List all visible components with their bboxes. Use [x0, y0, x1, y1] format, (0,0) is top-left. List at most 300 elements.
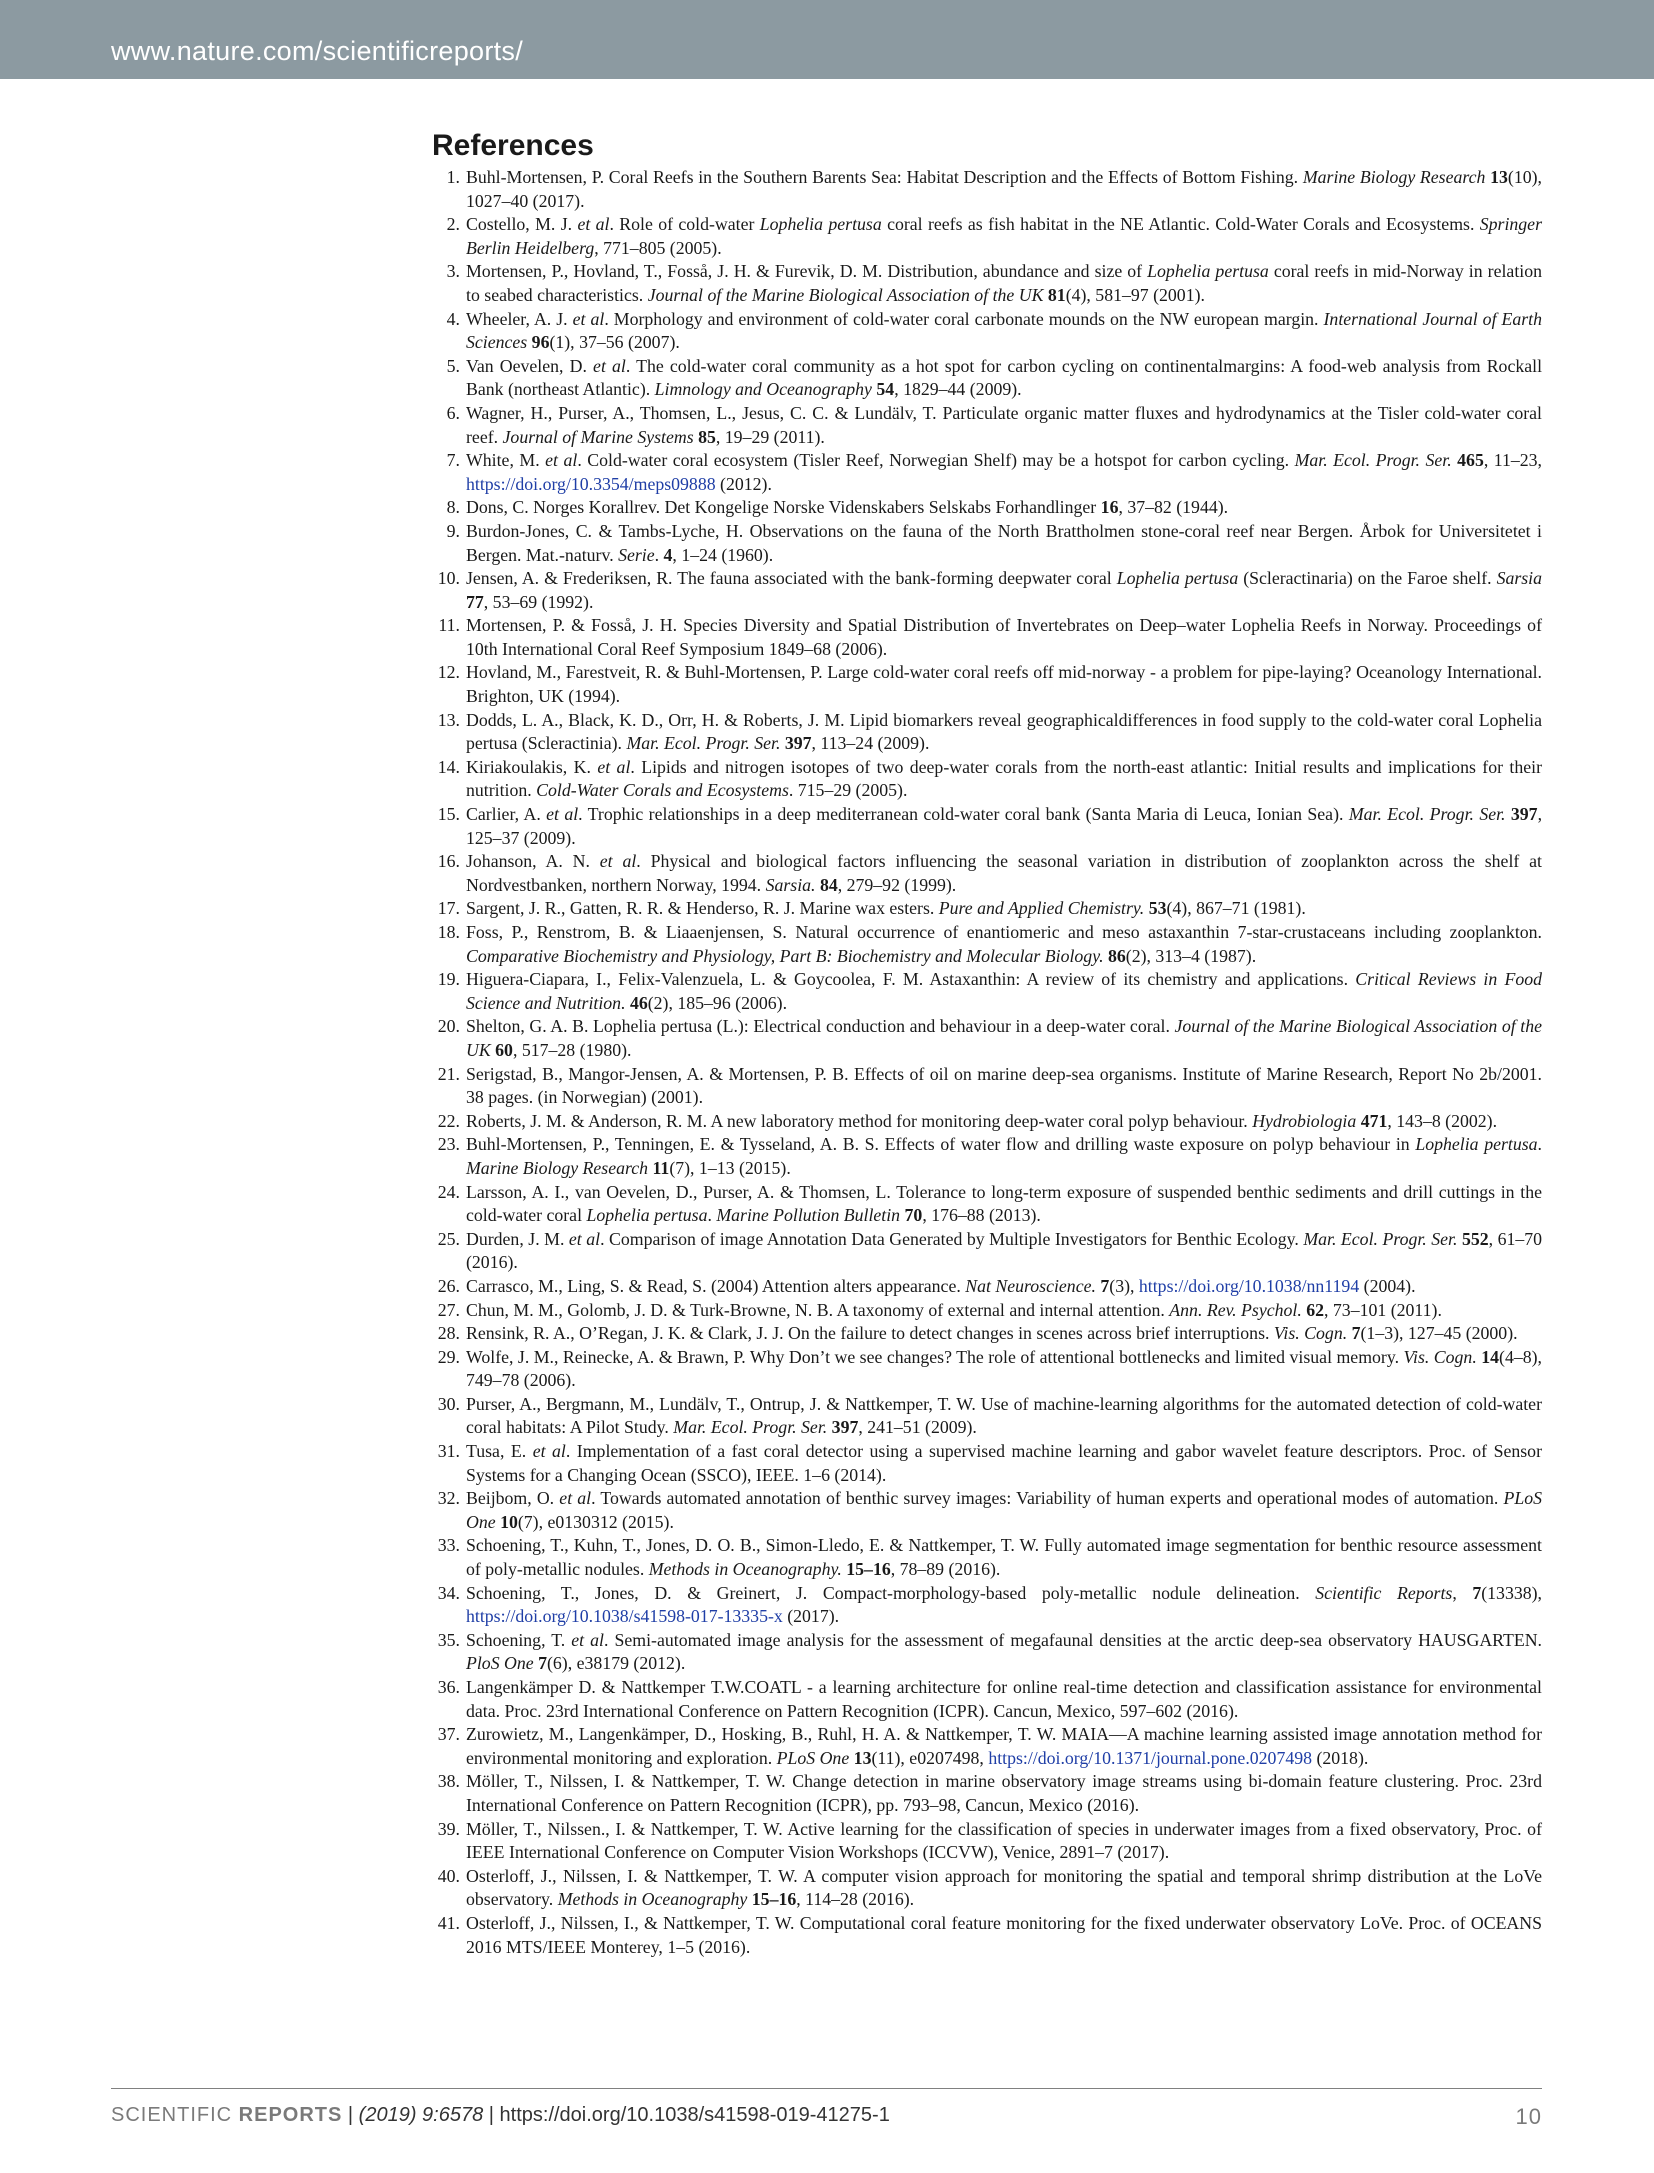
- text-segment: Higuera-Ciapara, I., Felix-Valenzuela, L. & Goycoolea, F. M. Astaxanthin: A review of its chemistry and applications.: [466, 969, 1356, 990]
- reference-item: [432, 709, 1542, 756]
- italic-text: Mar. Ecol. Progr. Ser.: [626, 733, 781, 754]
- text-segment: . Towards automated annotation of benthic survey images: Variability of human experts and operational modes of automation.: [591, 1488, 1504, 1509]
- italic-text: Sarsia: [1496, 568, 1543, 589]
- reference-item: [432, 850, 1542, 897]
- reference-item: [432, 1440, 1542, 1487]
- reference-item: [432, 1912, 1542, 1959]
- italic-text: PloS One: [466, 1653, 534, 1674]
- text-segment: . The cold-water coral community as a hot spot for carbon cycling on continentalmargins: A food-web analysis from Rockall Bank (northeast Atlantic).: [466, 355, 1543, 400]
- text-segment: , 771–805 (2005).: [594, 237, 722, 258]
- reference-item: [432, 260, 1542, 307]
- text-segment: Schoening, T., Kuhn, T., Jones, D. O. B., Simon-Lledo, E. & Nattkemper, T. W. Fully automated image segmentation for benthic resource assessment of poly-metallic nodules.: [466, 1535, 1542, 1580]
- reference-text: [466, 450, 1542, 494]
- text-segment: Buhl-Mortensen, P., Tenningen, E. & Tysseland, A. B. S. Effects of water flow and drilling waste exposure on polyp behaviour in: [466, 1134, 1416, 1155]
- reference-item: [432, 614, 1542, 661]
- italic-text: Sarsia.: [765, 874, 816, 895]
- references-section: [432, 126, 1542, 1959]
- reference-item: [432, 803, 1542, 850]
- reference-number: 10.: [437, 568, 460, 589]
- reference-number: 22.: [437, 1110, 460, 1131]
- reference-item: [432, 897, 1542, 921]
- reference-number: 7.: [446, 450, 460, 471]
- reference-text: [466, 757, 1542, 801]
- italic-text: Hydrobiologia: [1252, 1110, 1357, 1131]
- text-segment: Costello, M. J.: [466, 214, 578, 235]
- reference-number: 13.: [437, 709, 460, 730]
- text-segment: , 19–29 (2011).: [715, 426, 825, 447]
- reference-text: [466, 1064, 1542, 1108]
- text-segment: Purser, A., Bergmann, M., Lundälv, T., Ontrup, J. & Nattkemper, T. W. Use of machine-learning algorithms for the automated detection of cold-water coral habitats: A Pilot Study.: [466, 1393, 1542, 1438]
- volume-number: 77: [466, 591, 484, 612]
- reference-text: [466, 497, 1228, 517]
- reference-text: [466, 261, 1542, 305]
- text-segment: (3),: [1109, 1275, 1139, 1296]
- volume-number: 15–16: [846, 1559, 891, 1580]
- reference-text: [466, 167, 1542, 211]
- reference-text: [466, 1182, 1542, 1226]
- reference-item: [432, 1228, 1542, 1275]
- text-segment: (2012).: [715, 473, 772, 494]
- reference-text: [466, 1535, 1542, 1579]
- text-segment: . Implementation of a fast coral detector using a supervised machine learning and gabor wavelet feature descriptors. Proc. of Sensor Systems for a Changing Ocean (SSCO), IEEE. 1–6 (2014).: [466, 1441, 1542, 1485]
- italic-text: Springer Berlin Heidelberg: [466, 214, 1542, 258]
- footer-doi[interactable]: https://doi.org/10.1038/s41598-019-41275-1: [499, 2104, 890, 2126]
- volume-number: 552: [1461, 1228, 1489, 1249]
- italic-text: Journal of the Marine Biological Association of the UK: [466, 1016, 1542, 1060]
- footer-separator-2: |: [483, 2104, 500, 2126]
- reference-item: [432, 166, 1542, 213]
- volume-number: 397: [1510, 804, 1538, 825]
- italic-text: Critical Reviews in Food Science and Nutrition.: [466, 969, 1542, 1013]
- text-segment: Sargent, J. R., Gatten, R. R. & Henderso, R. J. Marine wax esters.: [466, 898, 939, 919]
- text-segment: , 78–89 (2016).: [890, 1559, 1001, 1580]
- text-segment: , 517–28 (1980).: [512, 1039, 632, 1060]
- reference-number: 16.: [437, 851, 460, 872]
- reference-item: [432, 1487, 1542, 1534]
- reference-item: [432, 355, 1542, 402]
- volume-number: 10: [500, 1511, 518, 1532]
- reference-item: [432, 661, 1542, 708]
- italic-text: Marine Biology Research: [1302, 167, 1486, 187]
- text-segment: Beijbom, O.: [466, 1488, 560, 1509]
- text-segment: Chun, M. M., Golomb, J. D. & Turk-Browne, N. B. A taxonomy of external and internal attention.: [466, 1299, 1170, 1320]
- text-segment: .: [707, 1205, 717, 1226]
- text-segment: . Semi-automated image analysis for the assessment of megafaunal densities at the arctic deep-sea observatory HAUSGARTEN.: [604, 1629, 1542, 1650]
- volume-number: 14: [1481, 1346, 1500, 1367]
- reference-item: [432, 1865, 1542, 1912]
- text-segment: (7), e0130312 (2015).: [517, 1511, 674, 1532]
- text-segment: . Role of cold-water: [609, 214, 760, 235]
- text-segment: Carrasco, M., Ling, S. & Read, S. (2004) Attention alters appearance.: [466, 1275, 966, 1296]
- volume-number: 81: [1047, 284, 1066, 305]
- text-segment: . Trophic relationships in a deep mediterranean cold-water coral bank (Santa Maria di Leuca, Ionian Sea).: [578, 804, 1349, 825]
- text-segment: (13338),: [1481, 1582, 1542, 1603]
- italic-text: Journal of Marine Systems: [502, 426, 694, 447]
- doi-link[interactable]: https://doi.org/10.1038/s41598-017-13335-x: [466, 1606, 783, 1627]
- italic-text: Mar. Ecol. Progr. Ser.: [1348, 804, 1506, 825]
- italic-text: et al: [545, 450, 578, 471]
- text-segment: . Cold-water coral ecosystem (Tisler Reef, Norwegian Shelf) may be a hotspot for carbon cycling.: [577, 450, 1295, 471]
- page-footer: [111, 2104, 1542, 2134]
- text-segment: Möller, T., Nilssen., I. & Nattkemper, T. W. Active learning for the classification of species in underwater images from a fixed observatory, Proc. of IEEE International Conference on Computer Vision Workshops (ICCVW), Venice, 2891–7 (2017).: [466, 1818, 1542, 1863]
- text-segment: Foss, P., Renstrom, B. & Liaaenjensen, S. Natural occurrence of enantiomeric and meso astaxanthin 7-star-crustaceans including zooplankton.: [466, 922, 1542, 942]
- italic-text: et al: [559, 1488, 592, 1509]
- text-segment: (2017).: [782, 1606, 840, 1627]
- italic-text: PLoS One: [776, 1747, 850, 1768]
- text-segment: Shelton, G. A. B. Lophelia pertusa (L.): Electrical conduction and behaviour in a deep-water coral.: [466, 1016, 1175, 1037]
- text-segment: Wolfe, J. M., Reinecke, A. & Brawn, P. Why Don’t we see changes? The role of attentional bottlenecks and limited visual memory.: [466, 1346, 1404, 1367]
- italic-text: Scientific Reports: [1315, 1582, 1453, 1603]
- italic-text: Lophelia pertusa: [586, 1205, 708, 1226]
- italic-text: et al: [546, 804, 579, 825]
- reference-item: [432, 756, 1542, 803]
- reference-text: [466, 403, 1542, 447]
- italic-text: et al: [593, 355, 626, 376]
- volume-number: 15–16: [751, 1889, 797, 1910]
- volume-number: 7: [1100, 1275, 1110, 1296]
- reference-text: [466, 1229, 1542, 1273]
- reference-text: [466, 615, 1542, 659]
- journal-name: SCIENTIFIC REPORTS: [111, 2104, 343, 2126]
- text-segment: Rensink, R. A., O’Regan, J. K. & Clark, J. J. On the failure to detect changes in scenes across brief interruptions.: [466, 1323, 1274, 1344]
- reference-number: 25.: [437, 1228, 460, 1249]
- reference-text: [466, 1724, 1542, 1768]
- italic-text: International Journal of Earth Sciences: [466, 308, 1543, 353]
- reference-text: [466, 1866, 1542, 1910]
- italic-text: Lophelia pertusa: [759, 214, 882, 235]
- text-segment: , 241–51 (2009).: [858, 1417, 977, 1438]
- italic-text: Methods in Oceanography: [557, 1889, 748, 1910]
- italic-text: Mar. Ecol. Progr. Ser.: [673, 1417, 828, 1438]
- text-segment: Larsson, A. I., van Oevelen, D., Purser, A. & Thomsen, L. Tolerance to long-term exposure of suspended benthic sediments and drill cuttings in the cold-water coral: [466, 1181, 1542, 1226]
- reference-item: [432, 1322, 1542, 1346]
- italic-text: Limnology and Oceanography: [654, 379, 872, 400]
- text-segment: . Physical and biological factors influencing the seasonal variation in distribution of zooplankton across the shelf at Nordvestbanken, northern Norway, 1994.: [466, 851, 1542, 895]
- doi-link[interactable]: https://doi.org/10.1038/nn1194: [1138, 1275, 1360, 1296]
- italic-text: Journal of the Marine Biological Association of the UK: [647, 284, 1044, 305]
- reference-number: 4.: [446, 308, 460, 329]
- reference-number: 23.: [437, 1134, 460, 1155]
- reference-text: [466, 1771, 1542, 1815]
- reference-item: [432, 1393, 1542, 1440]
- volume-number: 7: [538, 1653, 547, 1674]
- reference-text: [466, 568, 1542, 612]
- text-segment: Kiriakoulakis, K.: [466, 756, 598, 777]
- reference-text: [466, 1583, 1542, 1627]
- reference-number: 6.: [446, 402, 460, 423]
- volume-number: 13: [853, 1747, 872, 1768]
- reference-item: [432, 1133, 1542, 1180]
- text-segment: , 279–92 (1999).: [837, 874, 957, 895]
- text-segment: Schoening, T.: [466, 1629, 572, 1650]
- reference-number: 9.: [446, 520, 460, 541]
- text-segment: Schoening, T., Jones, D. & Greinert, J. Compact-morphology-based poly-metallic nodule delineation.: [466, 1582, 1316, 1603]
- italic-text: et al: [577, 214, 610, 235]
- reference-number: 8.: [446, 497, 460, 518]
- volume-number: 16: [1100, 497, 1119, 518]
- italic-text: PLoS One: [466, 1488, 1543, 1532]
- reference-item: [432, 1629, 1542, 1676]
- reference-item: [432, 1582, 1542, 1629]
- reference-text: [466, 898, 1306, 918]
- italic-text: Lophelia pertusa: [1147, 261, 1269, 282]
- reference-text: [466, 1323, 1518, 1343]
- text-segment: , 1–24 (1960).: [672, 544, 774, 565]
- italic-text: Serie: [618, 544, 655, 565]
- italic-text: et al: [597, 756, 631, 777]
- reference-text: [466, 309, 1542, 353]
- italic-text: Comparative Biochemistry and Physiology, Part B: Biochemistry and Molecular Biology.: [466, 945, 1104, 966]
- doi-link[interactable]: https://doi.org/10.3354/meps09888: [466, 473, 716, 494]
- text-segment: Carlier, A.: [466, 804, 547, 825]
- reference-text: [466, 521, 1542, 565]
- text-segment: (4–8), 749–78 (2006).: [466, 1346, 1542, 1391]
- italic-text: Vis. Cogn.: [1273, 1323, 1348, 1344]
- reference-number: 28.: [437, 1323, 460, 1344]
- italic-text: et al: [532, 1441, 566, 1462]
- reference-item: [432, 1110, 1542, 1134]
- text-segment: (1), 37–56 (2007).: [549, 332, 680, 353]
- reference-item: [432, 1299, 1542, 1323]
- reference-item: [432, 1015, 1542, 1062]
- reference-number: 30.: [437, 1393, 460, 1414]
- section-title: References: [432, 129, 594, 162]
- reference-number: 34.: [437, 1582, 460, 1603]
- text-segment: Serigstad, B., Mangor-Jensen, A. & Mortensen, P. B. Effects of oil on marine deep-sea organisms. Institute of Marine Research, Report No 2b/2001. 38 pages. (in Norwegian) (2001).: [466, 1063, 1542, 1108]
- volume-number: 397: [831, 1417, 859, 1438]
- text-segment: , 113–24 (2009).: [811, 733, 930, 754]
- top-header-bar: [0, 0, 1654, 79]
- volume-number: 465: [1457, 450, 1484, 471]
- volume-number: 85: [698, 426, 716, 447]
- reference-number: 20.: [437, 1016, 460, 1037]
- text-segment: coral reefs in mid-Norway in relation to seabed characteristics.: [466, 261, 1542, 305]
- reference-text: [466, 1134, 1542, 1178]
- reference-number: 12.: [437, 662, 460, 683]
- reference-text: [466, 922, 1542, 966]
- reference-number: 18.: [437, 922, 460, 942]
- text-segment: , 53–69 (1992).: [483, 591, 594, 612]
- reference-item: [432, 449, 1542, 496]
- text-segment: . Lipids and nitrogen isotopes of two deep-water corals from the north-east atlantic: Initial results and implications for their nutrition.: [466, 756, 1542, 801]
- text-segment: Durden, J. M.: [466, 1228, 569, 1249]
- italic-text: Marine Biology Research: [466, 1157, 649, 1178]
- text-segment: (2), 313–4 (1987).: [1125, 945, 1257, 966]
- text-segment: (2), 185–96 (2006).: [647, 992, 788, 1013]
- reference-number: 26.: [437, 1275, 460, 1296]
- reference-number: 39.: [437, 1818, 460, 1839]
- text-segment: ,: [1452, 1582, 1473, 1603]
- italic-text: et al: [572, 308, 605, 329]
- text-segment: Buhl-Mortensen, P. Coral Reefs in the Southern Barents Sea: Habitat Description and the Effects of Bottom Fishing.: [466, 167, 1303, 187]
- reference-item: [432, 308, 1542, 355]
- reference-item: [432, 402, 1542, 449]
- text-segment: Jensen, A. & Frederiksen, R. The fauna associated with the bank-forming deepwater coral: [466, 568, 1117, 589]
- reference-number: 32.: [437, 1488, 460, 1509]
- reference-text: [466, 1488, 1542, 1532]
- text-segment: .: [654, 544, 664, 565]
- text-segment: Wheeler, A. J.: [466, 308, 573, 329]
- reference-text: [466, 1276, 1416, 1296]
- volume-number: 70: [904, 1205, 923, 1226]
- volume-number: 7: [1472, 1582, 1482, 1603]
- text-segment: (11), e0207498,: [871, 1747, 989, 1768]
- footer-divider: [111, 2088, 1542, 2089]
- reference-number: 38.: [437, 1771, 460, 1792]
- doi-link[interactable]: https://doi.org/10.1371/journal.pone.0207498: [988, 1747, 1313, 1768]
- text-segment: Mortensen, P., Hovland, T., Fosså, J. H. & Furevik, D. M. Distribution, abundance and size of: [466, 261, 1148, 282]
- text-segment: , 61–70 (2016).: [466, 1228, 1543, 1273]
- reference-text: [466, 1677, 1542, 1721]
- text-segment: Mortensen, P. & Fosså, J. H. Species Diversity and Spatial Distribution of Invertebrates on Deep–water Lophelia Reefs in Norway. Proceedings of 10th International Coral Reef Symposium 1849–68 (2006).: [466, 615, 1542, 659]
- reference-number: 31.: [437, 1441, 460, 1462]
- reference-item: [432, 520, 1542, 567]
- reference-text: [466, 1819, 1542, 1863]
- text-segment: (2018).: [1312, 1747, 1369, 1768]
- reference-number: 15.: [437, 804, 460, 825]
- italic-text: Marine Pollution Bulletin: [716, 1205, 901, 1226]
- text-segment: , 1829–44 (2009).: [894, 379, 1022, 400]
- volume-number: 53: [1148, 898, 1167, 919]
- volume-number: 62: [1306, 1299, 1325, 1320]
- reference-number: 17.: [437, 898, 460, 919]
- text-segment: White, M.: [466, 450, 546, 471]
- italic-text: Pure and Applied Chemistry.: [938, 898, 1145, 919]
- reference-item: [432, 1275, 1542, 1299]
- text-segment: (10), 1027–40 (2017).: [466, 167, 1542, 211]
- text-segment: (6), e38179 (2012).: [547, 1653, 686, 1674]
- text-segment: Johanson, A. N.: [466, 851, 600, 872]
- text-segment: . Comparison of image Annotation Data Generated by Multiple Investigators for Benthic Ecology.: [600, 1228, 1304, 1249]
- reference-number: 40.: [437, 1865, 460, 1886]
- reference-number: 24.: [437, 1181, 460, 1202]
- reference-item: [432, 567, 1542, 614]
- reference-text: [466, 710, 1542, 754]
- volume-number: 86: [1108, 945, 1126, 966]
- text-segment: Wagner, H., Purser, A., Thomsen, L., Jesus, C. C. & Lundälv, T. Particulate organic matter fluxes and hydrodynamics at the Tisler cold-water coral reef.: [466, 402, 1542, 447]
- reference-item: [432, 1818, 1542, 1865]
- reference-item: [432, 1676, 1542, 1723]
- reference-number: 19.: [437, 969, 460, 990]
- reference-text: [466, 1913, 1542, 1957]
- reference-text: [466, 1016, 1542, 1060]
- italic-text: Nat Neuroscience.: [965, 1275, 1096, 1296]
- text-segment: (4), 867–71 (1981).: [1166, 898, 1306, 919]
- text-segment: Dodds, L. A., Black, K. D., Orr, H. & Roberts, J. M. Lipid biomarkers reveal geographicaldifferences in food supply to the cold-water coral Lophelia pertusa (Scleractinia).: [466, 709, 1542, 754]
- reference-list: [432, 166, 1542, 1959]
- footer-separator: |: [342, 2104, 359, 2126]
- italic-text: Mar. Ecol. Progr. Ser.: [1303, 1228, 1458, 1249]
- reference-item: [432, 1534, 1542, 1581]
- text-segment: Hovland, M., Farestveit, R. & Buhl-Mortensen, P. Large cold-water coral reefs off mid-norway - a problem for pipe-laying? Oceanology International. Brighton, UK (1994).: [466, 662, 1542, 707]
- text-segment: coral reefs as fish habitat in the NE Atlantic. Cold-Water Corals and Ecosystems.: [881, 214, 1480, 235]
- reference-number: 3.: [446, 261, 460, 282]
- footer-citation: (2019) 9:6578: [358, 2104, 484, 2126]
- volume-number: 96: [531, 332, 550, 353]
- italic-text: Lophelia pertusa: [1415, 1134, 1538, 1155]
- reference-number: 1.: [446, 167, 460, 187]
- volume-number: 397: [784, 733, 812, 754]
- reference-item: [432, 496, 1542, 520]
- volume-number: 84: [819, 874, 838, 895]
- text-segment: Burdon-Jones, C. & Tambs-Lyche, H. Observations on the fauna of the North Brattholmen stone-coral reef near Bergen. Årbok for Universitetet i Bergen. Mat.-naturv.: [466, 520, 1542, 565]
- reference-text: [466, 214, 1542, 258]
- reference-number: 36.: [437, 1677, 460, 1697]
- reference-text: [466, 1300, 1442, 1320]
- italic-text: et al: [568, 1228, 601, 1249]
- reference-item: [432, 1181, 1542, 1228]
- text-segment: (2004).: [1359, 1275, 1416, 1296]
- reference-number: 33.: [437, 1535, 460, 1556]
- reference-item: [432, 1346, 1542, 1393]
- text-segment: . 715–29 (2005).: [788, 780, 908, 801]
- volume-number: 54: [876, 379, 895, 400]
- reference-number: 27.: [437, 1299, 460, 1320]
- reference-text: [466, 1347, 1542, 1391]
- text-segment: Roberts, J. M. & Anderson, R. M. A new laboratory method for monitoring deep-water coral polyp behaviour.: [466, 1110, 1253, 1131]
- text-segment: Zurowietz, M., Langenkämper, D., Hosking, B., Ruhl, H. A. & Nattkemper, T. W. MAIA—A machine learning assisted image annotation method for environmental monitoring and exploration.: [466, 1724, 1542, 1768]
- reference-text: [466, 1111, 1497, 1131]
- reference-number: 11.: [438, 615, 460, 636]
- text-segment: . Morphology and environment of cold-water coral carbonate mounds on the NW european margin.: [604, 308, 1324, 329]
- text-segment: , 125–37 (2009).: [466, 804, 1543, 848]
- reference-text: [466, 969, 1542, 1013]
- reference-text: [466, 851, 1542, 895]
- text-segment: Osterloff, J., Nilssen, I., & Nattkemper, T. W. Computational coral feature monitoring for the fixed underwater observatory LoVe. Proc. of OCEANS 2016 MTS/IEEE Monterey, 1–5 (2016).: [466, 1912, 1542, 1957]
- italic-text: Vis. Cogn.: [1403, 1346, 1477, 1367]
- italic-text: Mar. Ecol. Progr. Ser.: [1294, 450, 1452, 471]
- page-number: 10: [1515, 2104, 1542, 2129]
- italic-text: Lophelia pertusa: [1116, 568, 1239, 589]
- text-segment: Langenkämper D. & Nattkemper T.W.COATL - a learning architecture for online real-time detection and classification assistance for environmental data. Proc. 23rd International Conference on Pattern Recognition (ICPR). Cancun, Mexico, 597–602 (2016).: [466, 1677, 1542, 1721]
- volume-number: 471: [1360, 1110, 1388, 1131]
- text-segment: Tusa, E.: [466, 1441, 533, 1462]
- volume-number: 46: [629, 992, 648, 1013]
- text-segment: Van Oevelen, D.: [466, 355, 594, 376]
- text-segment: (4), 581–97 (2001).: [1065, 284, 1205, 305]
- text-segment: , 11–23,: [1483, 450, 1543, 471]
- text-segment: Möller, T., Nilssen, I. & Nattkemper, T. W. Change detection in marine observatory image streams using bi-domain feature clustering. Proc. 23rd International Conference on Pattern Recognition (ICPR), pp. 793–98, Cancun, Mexico (2016).: [466, 1771, 1542, 1815]
- site-url[interactable]: www.nature.com/scientificreports/: [111, 36, 524, 66]
- volume-number: 4: [663, 544, 673, 565]
- reference-text: [466, 662, 1542, 706]
- reference-text: [466, 804, 1542, 848]
- reference-number: 37.: [437, 1724, 460, 1745]
- reference-number: 29.: [437, 1346, 460, 1367]
- volume-number: 13: [1490, 167, 1508, 187]
- reference-number: 5.: [446, 355, 460, 376]
- italic-text: Cold-Water Corals and Ecosystems: [536, 780, 789, 801]
- reference-number: 14.: [437, 756, 460, 777]
- reference-item: [432, 1770, 1542, 1817]
- reference-number: 35.: [437, 1629, 460, 1650]
- volume-number: 7: [1351, 1323, 1361, 1344]
- text-segment: Osterloff, J., Nilssen, I. & Nattkemper, T. W. A computer vision approach for monitoring the spatial and temporal shrimp distribution at the LoVe observatory.: [466, 1865, 1542, 1910]
- volume-number: 11: [652, 1157, 670, 1178]
- reference-item: [432, 1723, 1542, 1770]
- italic-text: et al: [571, 1629, 604, 1650]
- reference-number: 2.: [446, 214, 460, 235]
- reference-text: [466, 356, 1542, 400]
- italic-text: Ann. Rev. Psychol.: [1169, 1299, 1302, 1320]
- reference-item: [432, 921, 1542, 968]
- italic-text: et al: [599, 851, 637, 872]
- reference-text: [466, 1441, 1542, 1485]
- reference-item: [432, 213, 1542, 260]
- reference-number: 21.: [437, 1063, 460, 1084]
- text-segment: (1–3), 127–45 (2000).: [1360, 1323, 1518, 1344]
- text-segment: , 114–28 (2016).: [796, 1889, 915, 1910]
